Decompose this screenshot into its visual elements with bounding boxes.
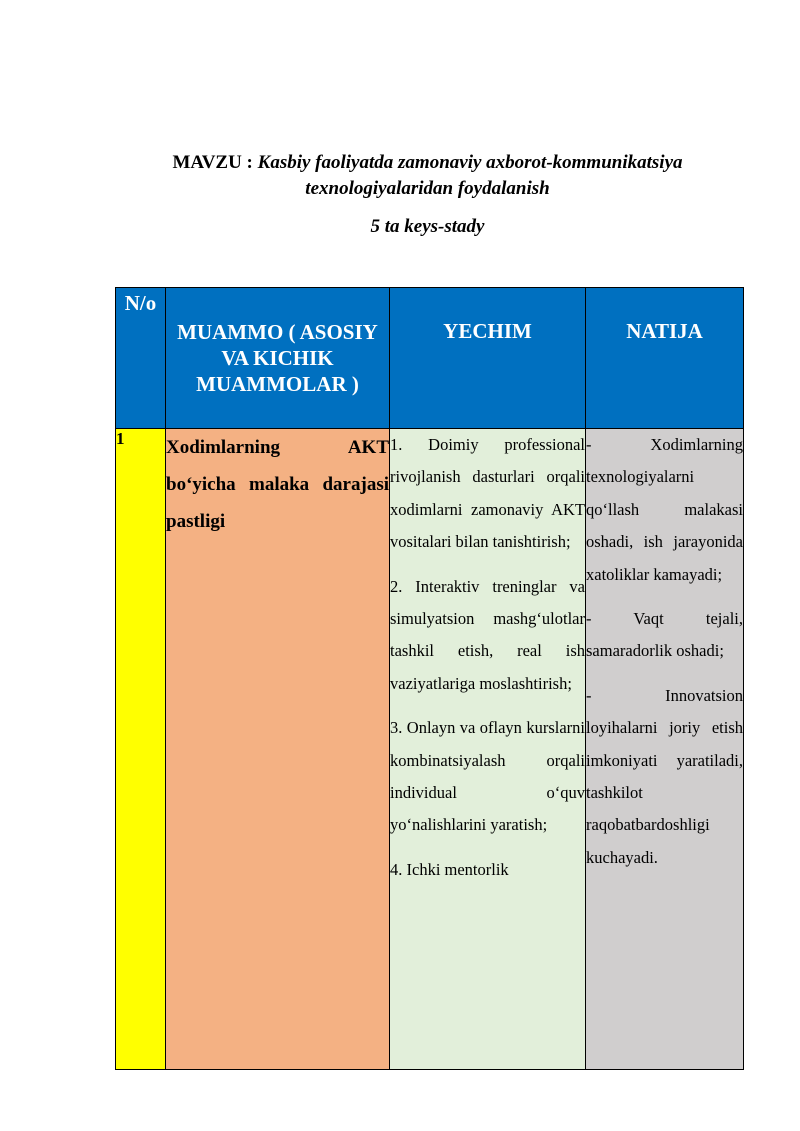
header-problem: MUAMMO ( ASOSIY VA KICHIK MUAMMOLAR ): [166, 288, 390, 429]
solution-item: 4. Ichki mentorlik: [390, 859, 509, 879]
result-cell: [586, 429, 744, 1070]
header-result: NATIJA: [586, 288, 744, 429]
result-item: - Xodimlarning texnologiyalarni qo‘llash malakasi oshadi, ish jarayonida xatoliklar kamayadi;: [586, 435, 743, 584]
table-row: [116, 429, 744, 1070]
problem-cell: Xodimlarning AKT bo‘yicha malaka darajasi pastligi: [166, 429, 390, 1070]
solution-item: 1. Doimiy professional rivojlanish dasturlari orqali xodimlarni zamonaviy AKT vositalari bilan tanishtirish;: [390, 435, 585, 552]
case-study-table: [115, 287, 744, 1070]
solution-cell: [390, 429, 586, 1070]
solution-item: 3. Onlayn va oflayn kurslarni kombinatsiyalash orqali individual o‘quv yo‘nalishlarini yaratish;: [390, 718, 585, 835]
title-label: MAVZU :: [172, 152, 258, 173]
row-number: 1: [116, 429, 166, 1070]
header-solution: YECHIM: [390, 288, 586, 429]
title-topic: Kasbiy faoliyatda zamonaviy axborot-kommunikatsiya texnologiyalaridan foydalanish: [257, 152, 683, 199]
document-title: [115, 150, 740, 201]
document-subtitle: 5 ta keys-stady: [370, 216, 485, 237]
result-item: - Innovatsion loyihalarni joriy etish imkoniyati yaratiladi, tashkilot raqobatbardoshligi kuchayadi.: [586, 685, 743, 867]
header-num: N/o: [116, 288, 166, 429]
table-header-row: [116, 288, 744, 429]
solution-item: 2. Interaktiv treninglar va simulyatsion mashg‘ulotlar tashkil etish, real ish vaziyatlariga moslashtirish;: [390, 576, 585, 693]
result-item: - Vaqt tejali, samaradorlik oshadi;: [586, 609, 743, 661]
